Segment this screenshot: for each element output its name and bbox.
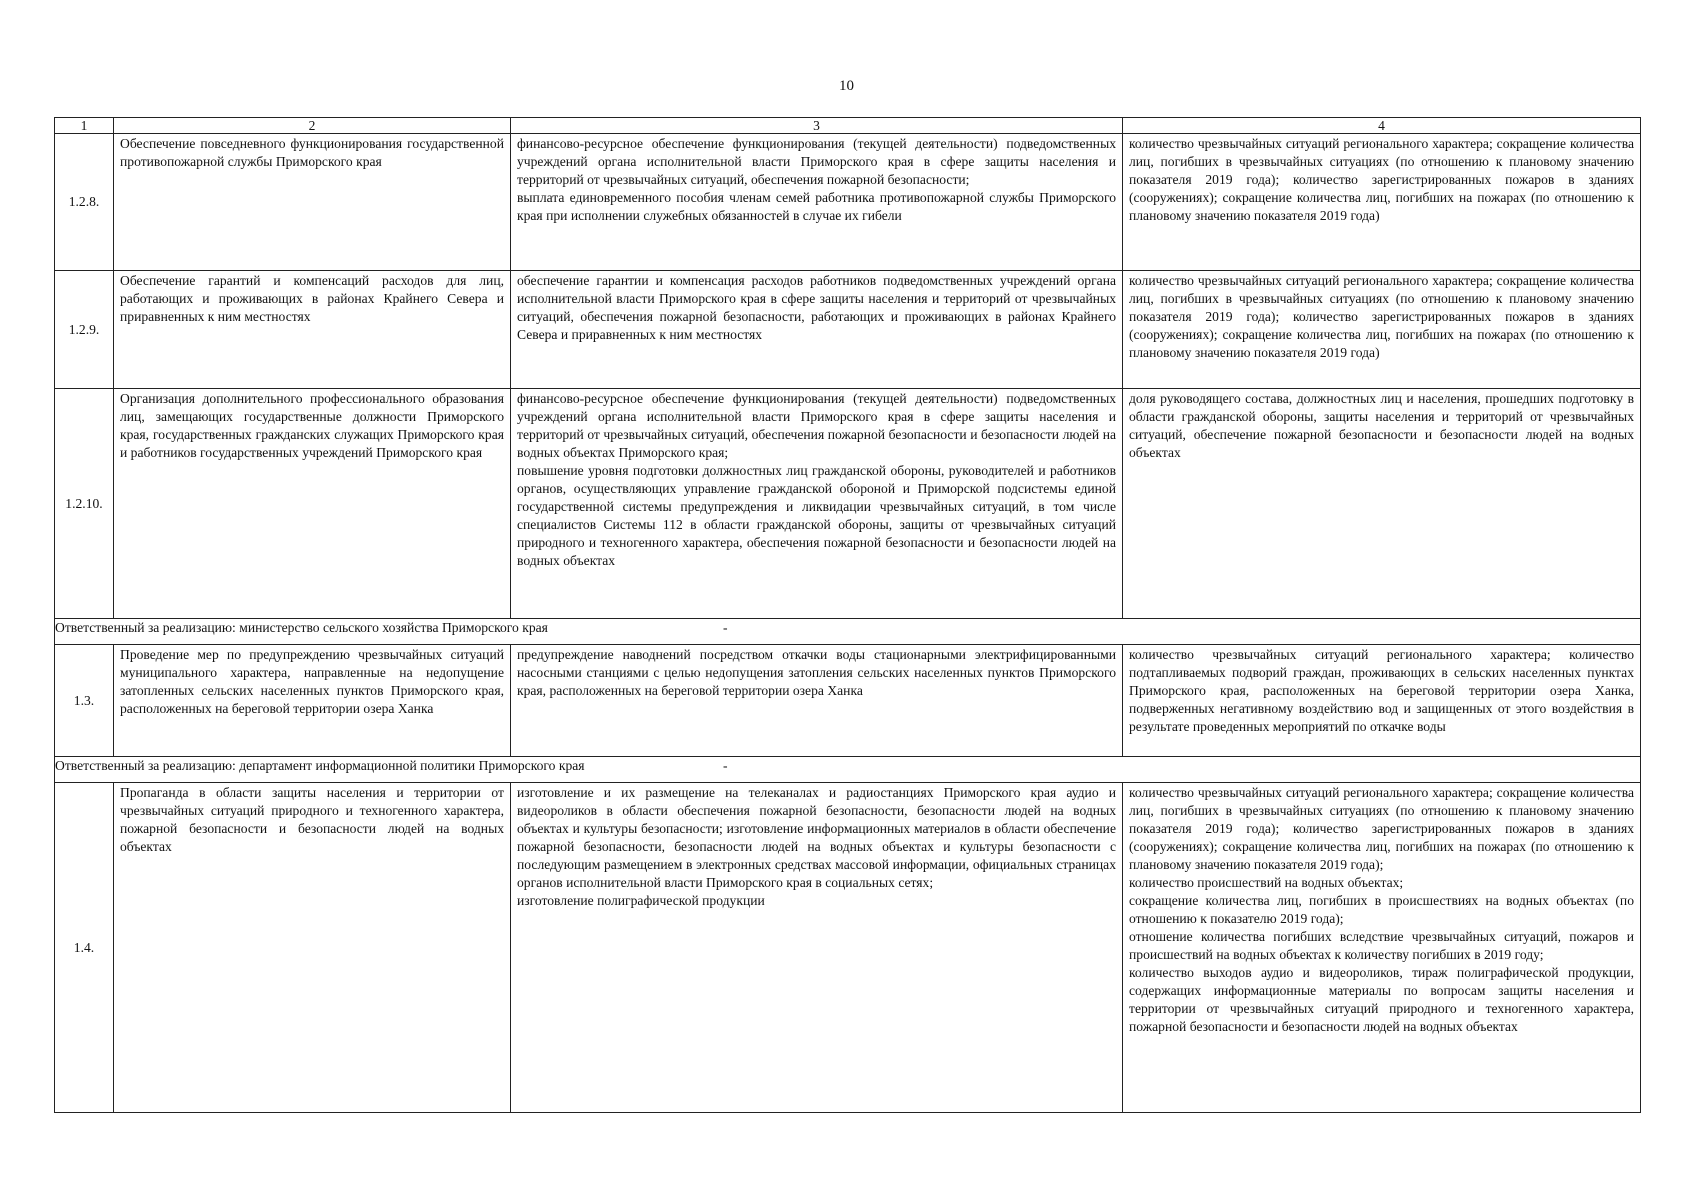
measure-indicators [1123, 271, 1641, 389]
responsible-row [55, 757, 1641, 783]
measure-content [511, 389, 1123, 619]
measure-content-text: обеспечение гарантии и компенсация расходов работников подведомственных учреждений органа исполнительной власти Приморского края в сфере защиты населения и территорий от чрезвычайных ситуаций, обеспечения пожарной безопасности, работающих и проживающих в районах Крайнего Севера и приравненных к ним местностях [517, 273, 1116, 342]
table-row [55, 134, 1641, 271]
measure-content-text: изготовление полиграфической продукции [517, 893, 765, 908]
row-number: 1.4. [55, 783, 114, 1113]
measure-indicators-text: количество выходов аудио и видеороликов, тираж полиграфической продукции, содержащих информационные материалы по вопросам защиты населения и территории от чрезвычайных ситуаций природного и техногенного характера, пожарной безопасности и безопасности людей на водных объектах [1129, 965, 1634, 1034]
column-header-1: 1 [55, 118, 114, 134]
row-number: 1.2.8. [55, 134, 114, 271]
measure-indicators-text: отношение количества погибших вследствие чрезвычайных ситуаций, пожаров и происшествий на водных объектах к количеству погибших в 2019 году; [1129, 929, 1634, 962]
table-header-row [55, 118, 1641, 134]
table-row [55, 271, 1641, 389]
measure-content-text: повышение уровня подготовки должностных лиц гражданской обороны, руководителей и работников органов, осуществляющих управление гражданской обороной и Приморской подсистемы единой государственной системы предупреждения и ликвидации чрезвычайных ситуаций, в том числе специалистов Системы 112 в области гражданской обороны, защиты от чрезвычайных ситуаций природного и техногенного характера, обеспечения пожарной безопасности и безопасности людей на водных объектах [517, 463, 1116, 568]
measure-indicators [1123, 134, 1641, 271]
measure-content-text: финансово-ресурсное обеспечение функционирования (текущей деятельности) подведомственных учреждений органа исполнительной власти Приморского края в сфере защиты населения и территорий от чрезвычайных ситуаций, обеспечения пожарной безопасности и безопасности людей на водных объектах Приморского края; [517, 391, 1116, 460]
row-number: 1.2.10. [55, 389, 114, 619]
table-row [55, 645, 1641, 757]
measure-indicators-text: количество чрезвычайных ситуаций регионального характера; количество подтапливаемых подворий граждан, проживающих в сельских населенных пунктах Приморского края, расположенных на береговой территории озера Ханка, подверженных негативному воздействию вод и защищенных от этого воздействия в результате проведенных мероприятий по откачке воды [1129, 647, 1634, 734]
table-row [55, 783, 1641, 1113]
measure-name [114, 134, 511, 271]
measure-name-text: Пропаганда в области защиты населения и территории от чрезвычайных ситуаций природного и техногенного характера, пожарной безопасности и безопасности людей на водных объектах [120, 785, 504, 854]
measure-content [511, 271, 1123, 389]
responsible-text: Ответственный за реализацию: департамент информационной политики Приморского края [55, 758, 585, 773]
measure-indicators [1123, 389, 1641, 619]
measure-name [114, 645, 511, 757]
table-row [55, 389, 1641, 619]
measure-name [114, 783, 511, 1113]
responsible-cell [55, 757, 1641, 783]
measure-indicators [1123, 783, 1641, 1113]
measure-indicators-text: количество чрезвычайных ситуаций регионального характера; сокращение количества лиц, погибших в чрезвычайных ситуациях (по отношению к плановому значению показателя 2019 года); количество зарегистрированных пожаров в зданиях (сооружениях); сокращение количества лиц, погибших на пожарах (по отношению к плановому значению показателя 2019 года) [1129, 273, 1634, 360]
measure-name-text: Организация дополнительного профессионального образования лиц, замещающих государственные должности Приморского края, государственных гражданских служащих Приморского края и работников государственных учреждений Приморского края [120, 391, 504, 460]
program-measures-table [54, 117, 1641, 1113]
measure-content-text: предупреждение наводнений посредством откачки воды стационарными электрифицированными насосными станциями с целью недопущения затопления сельских населенных пунктов Приморского края, расположенных на береговой территории озера Ханка [517, 647, 1116, 698]
measure-indicators-text: количество происшествий на водных объектах; [1129, 875, 1404, 890]
responsible-dash: - [723, 620, 728, 635]
measure-content [511, 645, 1123, 757]
measure-indicators-text: доля руководящего состава, должностных лиц и населения, прошедших подготовку в области гражданской обороны, защиты населения и территорий от чрезвычайных ситуаций, обеспечение пожарной безопасности и безопасности людей на водных объектах [1129, 391, 1634, 460]
measure-content-text: финансово-ресурсное обеспечение функционирования (текущей деятельности) подведомственных учреждений органа исполнительной власти Приморского края в сфере защиты населения и территорий от чрезвычайных ситуаций, обеспечения пожарной безопасности; [517, 136, 1116, 187]
measure-indicators-text: количество чрезвычайных ситуаций регионального характера; сокращение количества лиц, погибших в чрезвычайных ситуациях (по отношению к плановому значению показателя 2019 года); количество зарегистрированных пожаров в зданиях (сооружениях); сокращение количества лиц, погибших на пожарах (по отношению к плановому значению показателя 2019 года) [1129, 136, 1634, 223]
responsible-cell [55, 619, 1641, 645]
column-header-4: 4 [1123, 118, 1641, 134]
measure-indicators-text: количество чрезвычайных ситуаций регионального характера; сокращение количества лиц, погибших в чрезвычайных ситуациях (по отношению к плановому значению показателя 2019 года); количество зарегистрированных пожаров в зданиях (сооружениях); сокращение количества лиц, погибших на пожарах (по отношению к плановому значению показателя 2019 года); [1129, 785, 1634, 872]
measure-name-text: Обеспечение повседневного функционирования государственной противопожарной службы Приморского края [120, 136, 504, 169]
measure-name-text: Обеспечение гарантий и компенсаций расходов для лиц, работающих и проживающих в районах Крайнего Севера и приравненных к ним местностях [120, 273, 504, 324]
measure-indicators-text: сокращение количества лиц, погибших в происшествиях на водных объектах (по отношению к показателю 2019 года); [1129, 893, 1634, 926]
column-header-2: 2 [114, 118, 511, 134]
row-number: 1.3. [55, 645, 114, 757]
measure-content [511, 134, 1123, 271]
measure-indicators [1123, 645, 1641, 757]
measure-name-text: Проведение мер по предупреждению чрезвычайных ситуаций муниципального характера, направленные на недопущение затопленных сельских населенных пунктов Приморского края, расположенных на береговой территории озера Ханка [120, 647, 504, 716]
responsible-dash: - [723, 758, 728, 773]
column-header-3: 3 [511, 118, 1123, 134]
measure-content-text: изготовление и их размещение на телеканалах и радиостанциях Приморского края аудио и видеороликов в области обеспечения пожарной безопасности, безопасности людей на водных объектах и культуры безопасности; изготовление информационных материалов в области обеспечение пожарной безопасности, безопасности людей на водных объектах и культуры безопасности с последующим размещением в электронных средствах массовой информации, официальных страницах органов исполнительной власти Приморского края в социальных сетях; [517, 785, 1116, 890]
responsible-text: Ответственный за реализацию: министерство сельского хозяйства Приморского края [55, 620, 548, 635]
responsible-row [55, 619, 1641, 645]
measure-content-text: выплата единовременного пособия членам семей работника противопожарной службы Приморского края при исполнении служебных обязанностей в случае их гибели [517, 190, 1116, 223]
row-number: 1.2.9. [55, 271, 114, 389]
measure-content [511, 783, 1123, 1113]
page-number: 10 [839, 78, 854, 94]
measure-name [114, 389, 511, 619]
measure-name [114, 271, 511, 389]
